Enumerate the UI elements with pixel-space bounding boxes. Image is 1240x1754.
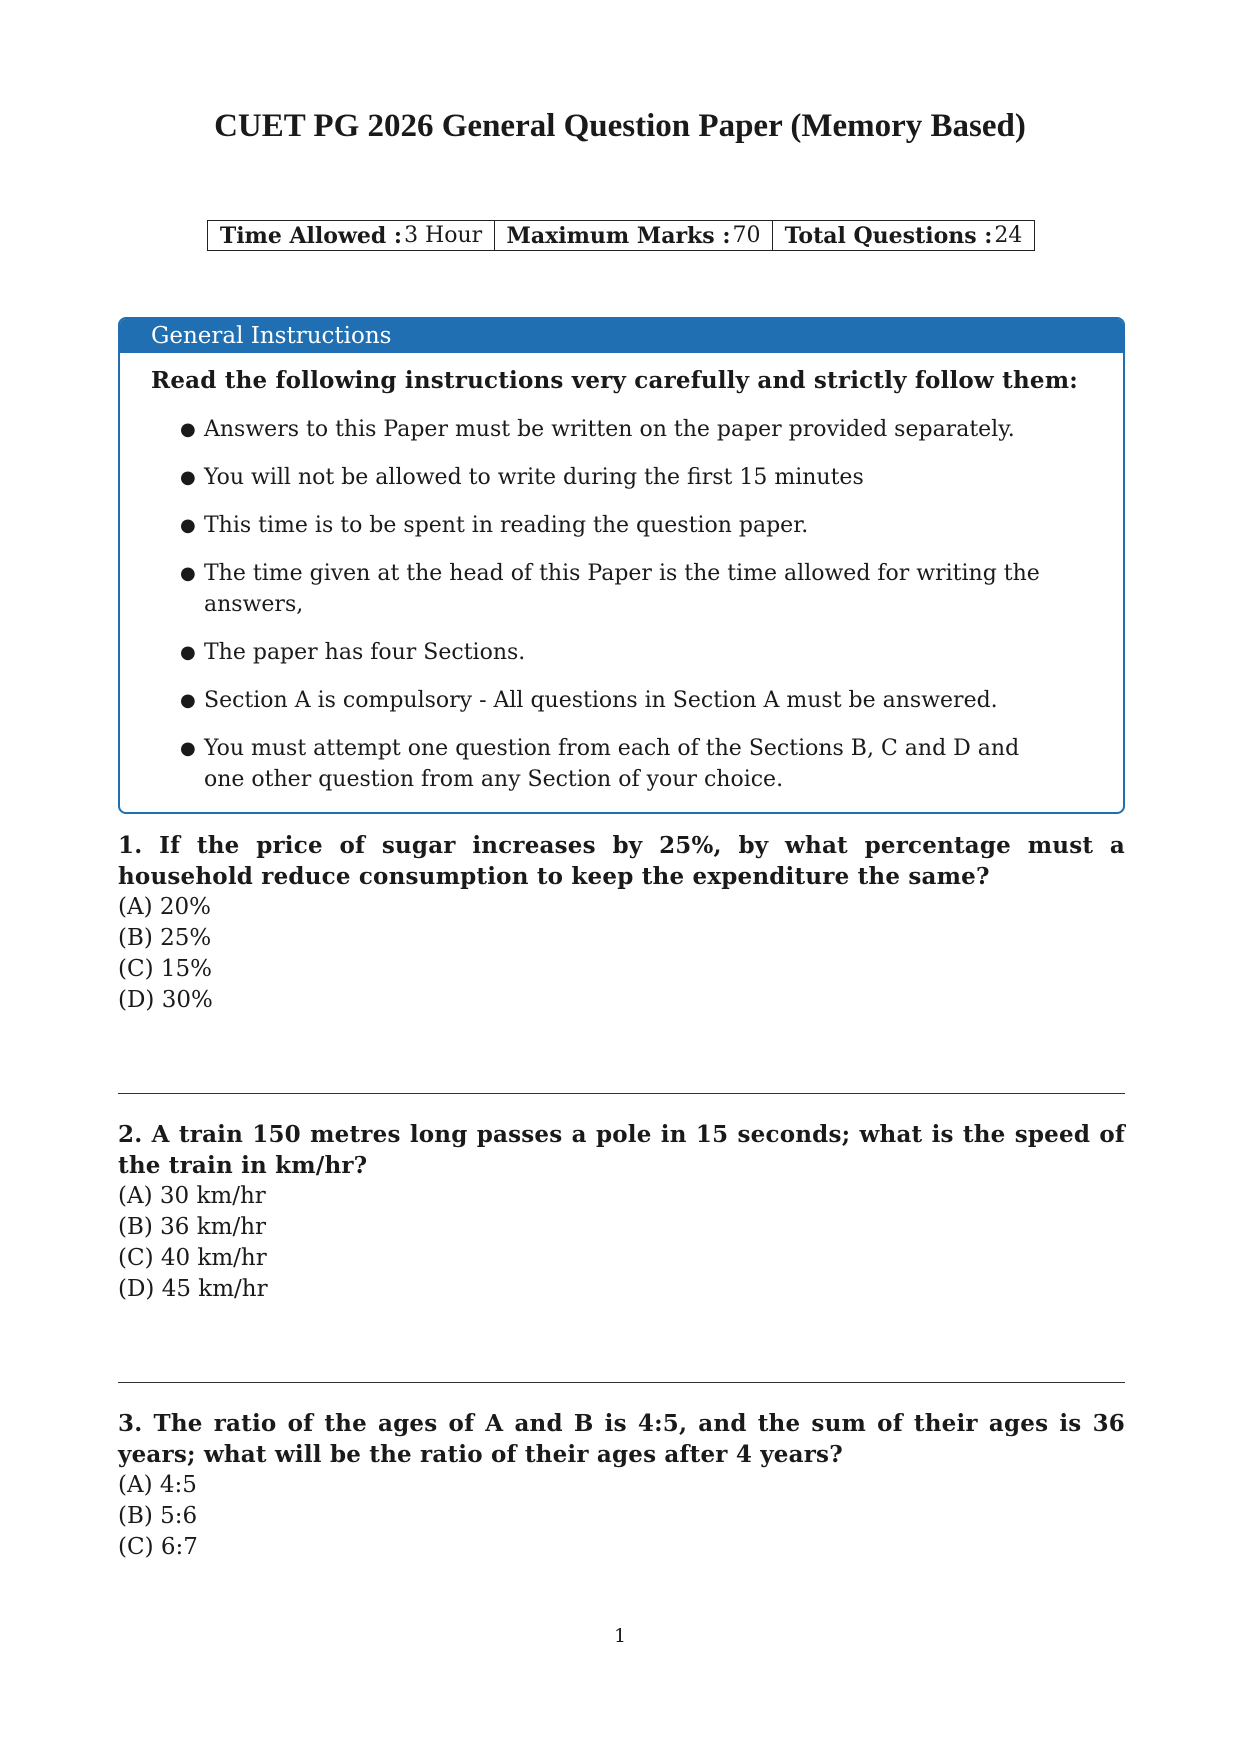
instructions-list: [120, 414, 1123, 812]
bullet-icon: ●: [180, 738, 196, 759]
instruction-item: ● You must attempt one question from each of the Sections B, C and D and one other question from any Section of your choice.: [120, 733, 1123, 795]
option-b: (B) 36 km/hr: [118, 1214, 267, 1240]
page-number: 1: [613, 1625, 627, 1647]
option-c: (C) 40 km/hr: [118, 1245, 267, 1271]
general-instructions-box: [118, 317, 1125, 814]
instructions-header: General Instructions: [120, 319, 1123, 353]
time-allowed-value: 3 Hour: [404, 223, 483, 248]
total-questions-cell: [773, 221, 1034, 250]
instruction-item: ● Section A is compulsory - All questions in Section A must be answered.: [120, 685, 1123, 716]
instruction-item: ● You will not be allowed to write during the first 15 minutes: [120, 462, 1123, 493]
maximum-marks-label: Maximum Marks :: [506, 222, 731, 249]
instruction-item: ● This time is to be spent in reading the question paper.: [120, 510, 1123, 541]
bullet-icon: ●: [180, 419, 196, 440]
option-a: (A) 4:5: [118, 1472, 197, 1498]
total-questions-label: Total Questions :: [784, 222, 993, 249]
question-divider: [118, 1093, 1125, 1094]
bullet-icon: ●: [180, 642, 196, 663]
question-text: 3. The ratio of the ages of A and B is 4:5, and the sum of their ages is 36 years; what will be the ratio of their ages after 4 years?: [118, 1410, 1125, 1468]
instruction-item: ● Answers to this Paper must be written on the paper provided separately.: [120, 414, 1123, 445]
bullet-icon: ●: [180, 467, 196, 488]
instruction-item: ● The time given at the head of this Paper is the time allowed for writing the answers,: [120, 558, 1123, 620]
option-d: (D) 30%: [118, 987, 213, 1013]
bullet-icon: ●: [180, 690, 196, 711]
question-divider: [118, 1382, 1125, 1383]
instruction-item: ● The paper has four Sections.: [120, 637, 1123, 668]
maximum-marks-value: 70: [732, 223, 761, 248]
option-a: (A) 30 km/hr: [118, 1183, 266, 1209]
option-d: (D) 45 km/hr: [118, 1276, 268, 1302]
bullet-icon: ●: [180, 563, 196, 584]
option-a: (A) 20%: [118, 894, 211, 920]
question-3: [118, 1408, 1125, 1563]
page-title: CUET PG 2026 General Question Paper (Memory Based): [214, 108, 1026, 144]
bullet-icon: ●: [180, 515, 196, 536]
maximum-marks-cell: [495, 221, 773, 250]
instructions-lead: Read the following instructions very carefully and strictly follow them:: [151, 367, 1078, 394]
time-allowed-label: Time Allowed :: [219, 222, 403, 249]
option-b: (B) 5:6: [118, 1503, 198, 1529]
time-allowed-cell: [208, 221, 495, 250]
option-c: (C) 6:7: [118, 1534, 198, 1560]
question-1: [118, 830, 1125, 1016]
total-questions-value: 24: [994, 223, 1023, 248]
question-text: 2. A train 150 metres long passes a pole in 15 seconds; what is the speed of the train in km/hr?: [118, 1121, 1125, 1179]
option-b: (B) 25%: [118, 925, 212, 951]
question-text: 1. If the price of sugar increases by 25%, by what percentage must a household reduce consumption to keep the expenditure the same?: [118, 832, 1125, 890]
question-2: [118, 1119, 1125, 1305]
exam-meta-table: [207, 220, 1035, 251]
option-c: (C) 15%: [118, 956, 212, 982]
